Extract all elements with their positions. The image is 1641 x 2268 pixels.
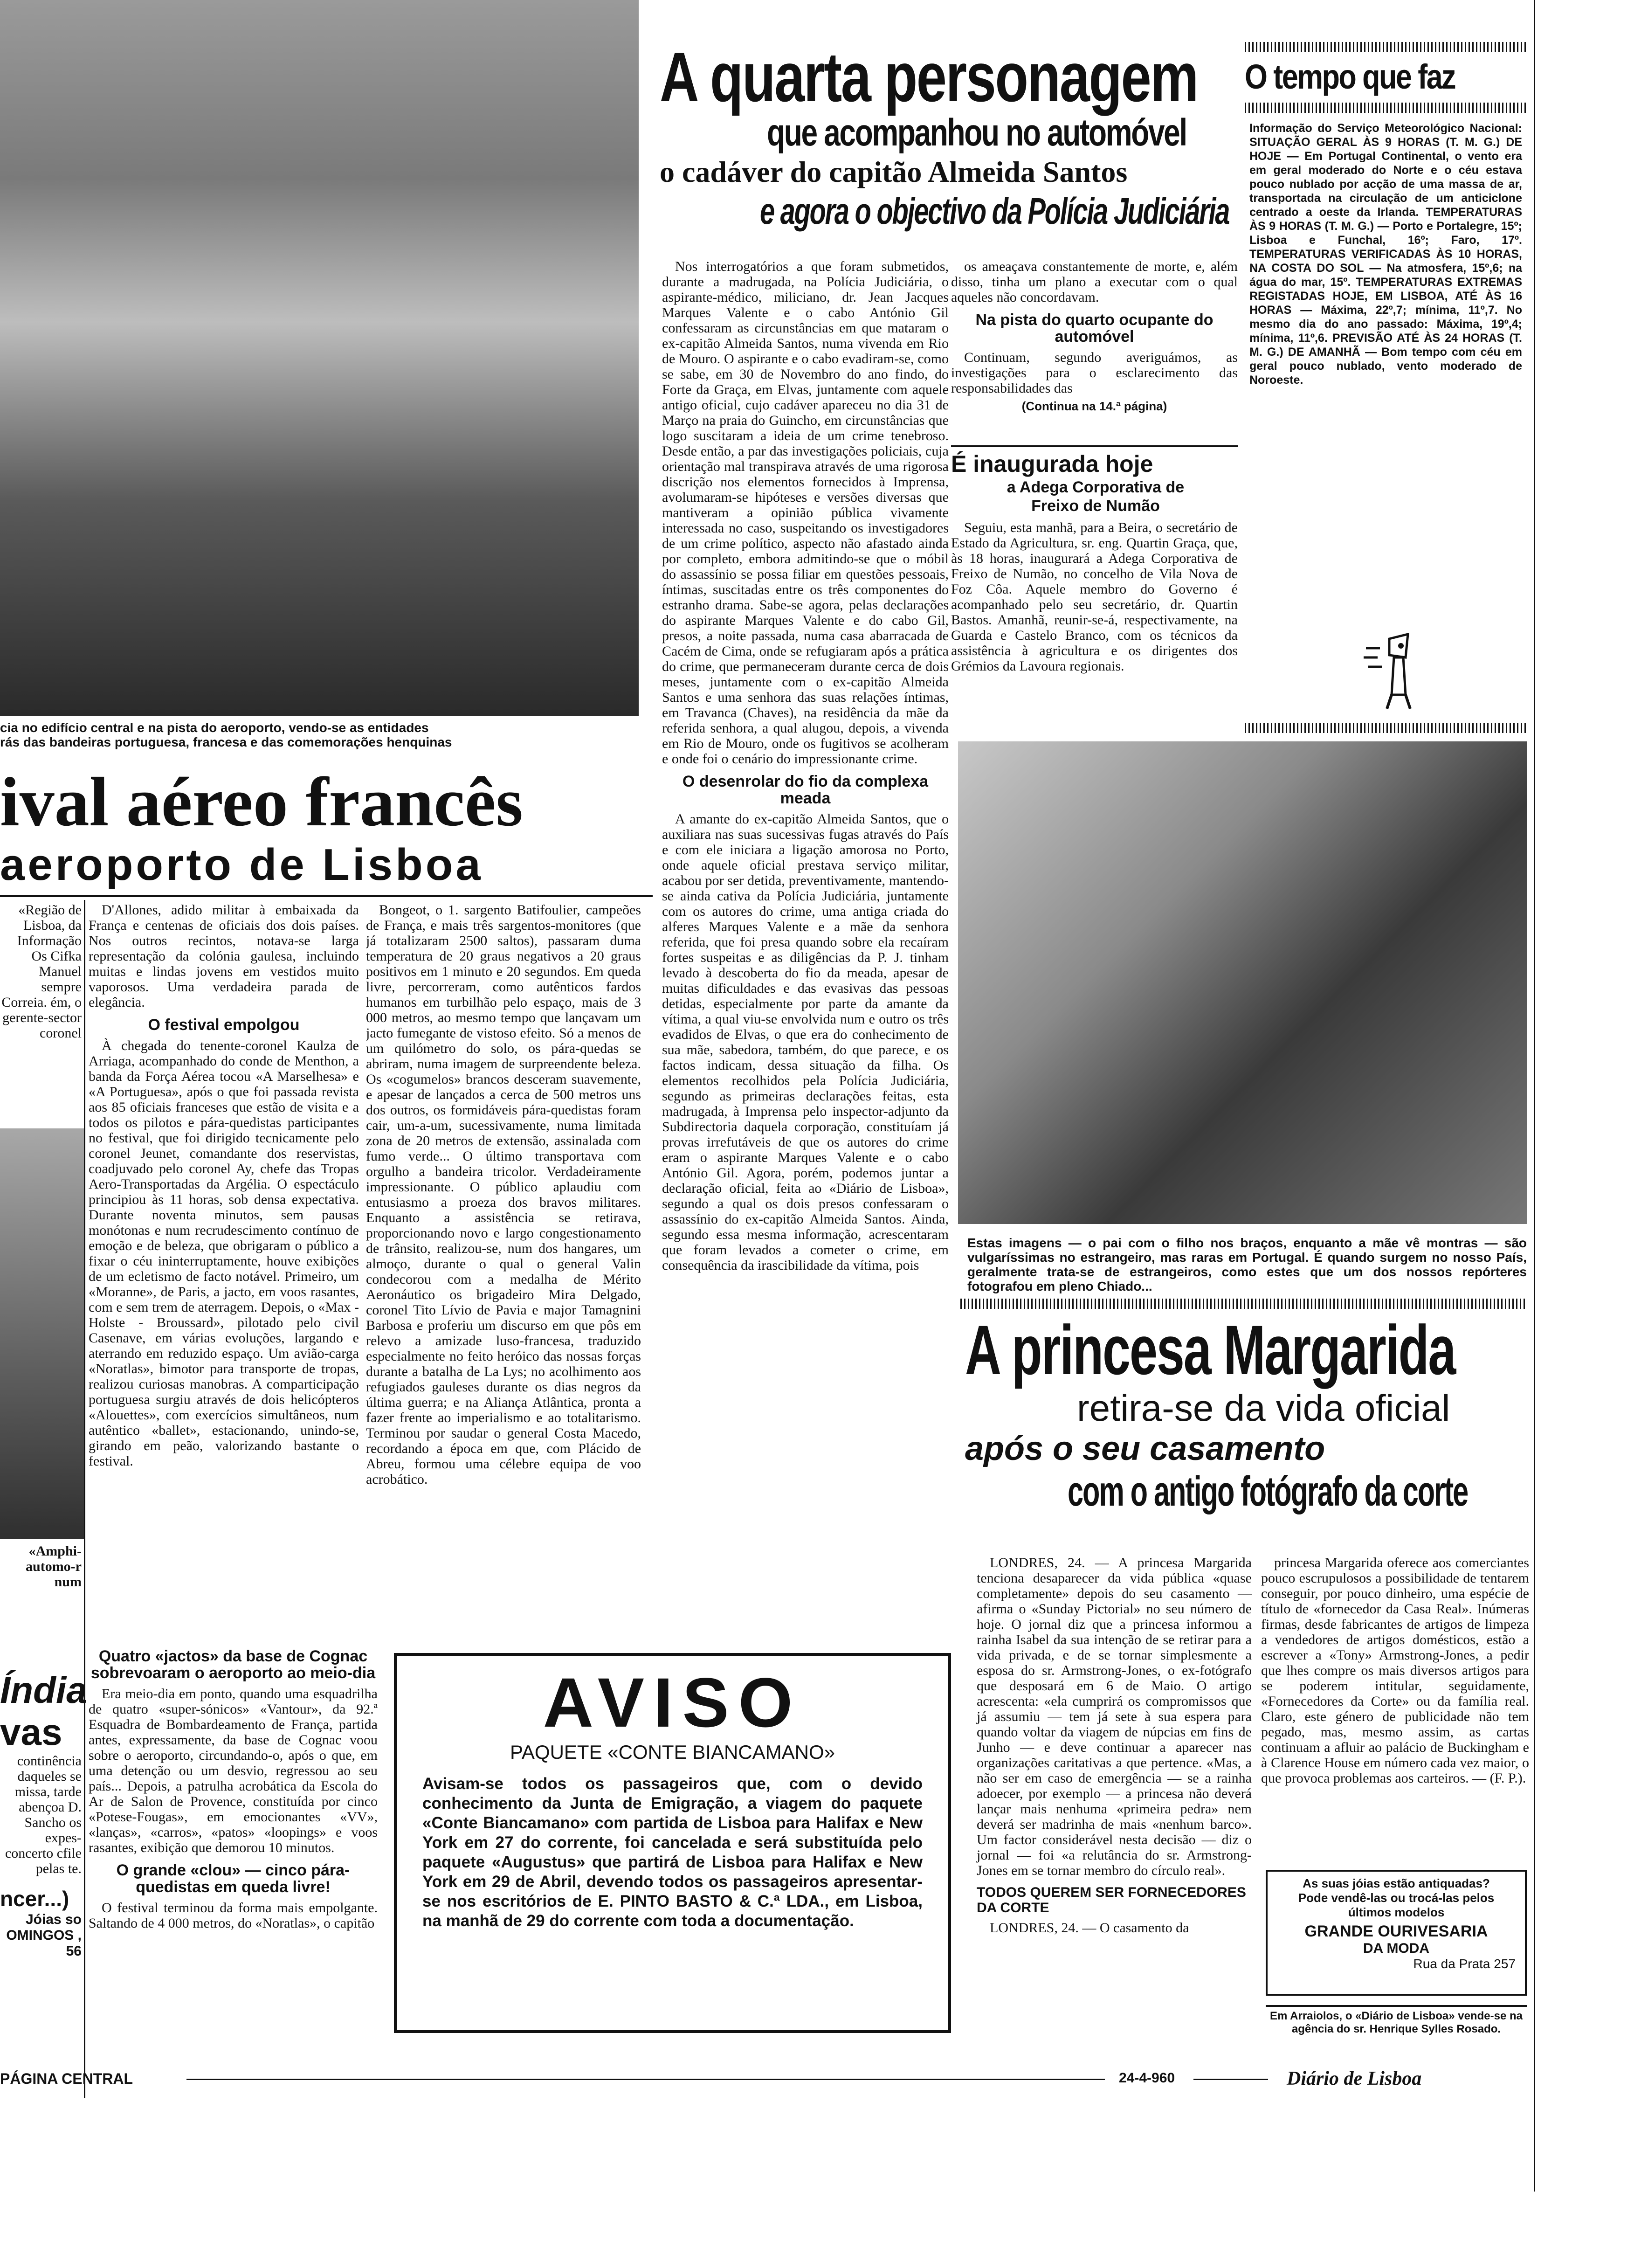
subheading: O desenrolar do fio da complexa meada <box>682 773 929 807</box>
crowd-photo <box>0 0 639 716</box>
festival-headline-line1: ival aéreo francês <box>0 763 523 841</box>
footer-page-label: PÁGINA CENTRAL <box>0 2070 133 2087</box>
footer <box>0 2070 1534 2094</box>
weather-title: O tempo que faz <box>1245 57 1455 96</box>
ad-name: DA MODA <box>1363 1941 1430 1956</box>
photo-caption-top <box>0 720 639 749</box>
paragraph: Bongeot, o 1. sargento Batifoulier, campeões de França, e mais três sargentos-monitores (que já totalizaram 2500 saltos), passaram duma temperatura de 20 graus negativos a 20 graus positivos em 1 minuto e 20 segundos. Em queda livre, percorreram, como autênticos fardos humanos em turbilhão pelo espaço, mais de 3 000 metros, ao mesmo tempo que lançavam um jacto fumegante de vistoso efeito. Só a menos de um quilómetro do solo, os pára-quedas se abriram, numa imagem de surpreendente beleza. Os «cogumelos» brancos desceram suavemente, e apesar de lançados a cerca de 500 metros uns dos outros, os formidáveis pára-quedistas foram cair, um-a-um, sucessivamente, numa limitada zona de 20 metros de extensão, assinalada com fumo verde... O último transportava com orgulho a bandeira tricolor. Verdadeiramente impressionante. O público aplaudiu com entusiasmo a proeza dos bravos militares. Enquanto a assistência se retirava, proporcionando novo e largo congestionamento de trânsito, realizou-se, num dos hangares, um almoço, durante o qual o general Valin condecorou com a medalha de Mérito Aeronáutico os brigadeiro Mira Delgado, coronel Tito Lívio de Pavia e major Tamagnini Barbosa e proferiu um discurso em que pôs em relevo a amizade luso-francesa, traduzido especialmente no feito heróico das nossas forças durante a batalha de La Lys; no acolhimento aos refugiados gauleses durante os dias negros da última guerra; e na Aliança Atlântica, pronta a fazer frente ao imperialismo e ao totalitarismo. Terminou por saudar o general Costa Macedo, recordando a época em que, com Plácido de Abreu, formou uma célebre equipa de voo acrobático. <box>366 902 641 1487</box>
aviso-subtitle: PAQUETE «CONTE BIANCAMANO» <box>510 1741 835 1763</box>
personagem-headline <box>660 38 1238 232</box>
princesa-headline-line4: com o antigo fotógrafo da corte <box>1068 1468 1468 1515</box>
weather-text: Informação do Serviço Meteorológico Nacional: SITUAÇÃO GERAL ÀS 9 HORAS (T. M. G.) DE HOJE — Em Portugal Continental, o vento era em geral moderado do Norte e o céu estava pouco nublado por acção de uma massa de ar, transportada na circulação de um anticiclone centrado a oeste da Irlanda. TEMPERATURAS ÀS 9 HORAS (T. M. G.) — Porto e Portalegre, 15º; Lisboa e Funchal, 16º; Faro, 17º. TEMPERATURAS VERIFICADAS ÀS 10 HORAS, NA COSTA DO SOL — Na atmosfera, 15º,6; na água do mar, 15º. TEMPERATURAS EXTREMAS REGISTADAS HOJE, EM LISBOA, ATÉ ÀS 16 HORAS — Máxima, 22º,7; mínima, 11º,7. No mesmo dia do ano passado: Máxima, 19º,4; mínima, 11º,6. PREVISÃO ATÉ ÀS 24 HORAS (T. M. G.) DE AMANHÃ — Bom tempo com céu em geral pouco nublado, vento moderado de Noroeste. <box>1249 122 1522 387</box>
adega-text: Seguiu, esta manhã, para a Beira, o secretário de Estado da Agricultura, sr. eng. Quartin Graça, que, às 18 horas, inaugurará a Adega Corporativa de Freixo de Numão, no concelho de Vila Nova de Foz Côa. Aquele membro do Governo é acompanhado pelo seu secretário, dr. Quartin Bastos. Amanhã, reunir-se-á, respectivamente, na Guarda e Castelo Branco, com os técnicos da assistência à agricultura e os dirigentes dos Grémios da Lavoura regionais. <box>951 520 1238 674</box>
paragraph: À chegada do tenente-coronel Kaulza de Arriaga, acompanhado do conde de Menthon, a banda da Força Aérea tocou «A Marselhesa» e «A Portuguesa», após o que foi passada revista aos 85 oficiais franceses que estão de visita e a todos os pilotos e pára-quedistas participantes no festival, que foi dirigido tecnicamente pelo coronel Jeunet, comandante dos reservistas, coadjuvado pelo coronel Ay, chefe das Tropas Aero-Transportadas da Argélia. O espectáculo principiou às 11 horas, sob densa expectativa. Durante noventa minutos, sem pausas monótonas e num recrudescimento contínuo de emoção e de beleza, que obrigaram o público a fixar o céu ininterruptamente, houve exibições de um ecletismo de facto notável. Primeiro, um «Moranne», de Paris, a jacto, em voos rasantes, com e sem trem de aterragem. Depois, o «Max - Holste - Broussard», pilotado pelo civil Casenave, em várias evoluções, largando e aterrando em reduzido espaço. Um avião-carga «Noratlas», bimotor para transporte de tropas, realizou curiosas manobras. A comparticipação portuguesa surgiu através de dois helicópteros «Alouettes», com exercícios simultâneos, num autêntico «ballet», estacionando, unindo-se, girando em peão, valorizando bastante o festival. <box>89 1038 359 1469</box>
footer-date: 24-4-960 <box>1119 2070 1175 2086</box>
festival-left-fragment <box>0 902 82 1044</box>
subheading: TODOS QUEREM SER FORNECEDORES DA CORTE <box>977 1885 1246 1915</box>
adega-subtitle: a Adega Corporativa de Freixo de Numão <box>1007 478 1185 515</box>
subheading: O grande «clou» — cinco pára-quedistas em queda livre! <box>116 1861 350 1896</box>
fragment-heading: ncer...) <box>0 1887 69 1911</box>
adega-article <box>951 450 1240 674</box>
paragraph: Nos interrogatórios a que foram submetidos, durante a madrugada, na Polícia Judiciária, o aspirante-médico, miliciano, dr. Jean Jacques Marques Valente e o cabo António Gil confessaram as circunstâncias em que mataram o ex-capitão Almeida Santos, numa vivenda em Rio de Mouro. O aspirante e o cabo evadiram-se, como se sabe, em 30 de Novembro do ano findo, do Forte da Graça, em Elvas, juntamente com aquele antigo oficial, cujo cadáver apareceu no dia 31 de Março na praia do Guincho, em circunstâncias que logo suscitaram a ideia de um crime tenebroso. Desde então, a par das investigações policiais, cuja orientação mal transpirava através de uma rigorosa discrição nos elementos fornecidos à Imprensa, avolumaram-se hipóteses e versões diversas que mantiveram a opinião pública vivamente interessada no caso, suspeitando os investigadores de um crime político, aspecto não afastado ainda por completo, embora admitindo-se que o móbil do assassínio se possa filiar em questões pessoais, íntimas, suscitadas entre os três componentes do estranho drama. Sabe-se agora, pelas declarações do aspirante Marques Valente e do cabo Gil, presos, a noite passada, numa casa abarracada de Cacém de Cima, onde se refugiaram após a prática do crime, que permaneceram durante cerca de dois meses, juntamente com o ex-capitão Almeida Santos e uma senhora das suas relações íntimas, em Travanca (Chaves), na residência da mãe da referida senhora, a qual alugou, depois, a vivenda em Rio de Mouro, onde os fugitivos se acolheram e onde foi o cenário do impressionante crime. <box>662 259 949 767</box>
festival-column-2 <box>366 902 641 1639</box>
subheading: Na pista do quarto ocupante do automóvel <box>975 311 1214 346</box>
paragraph: Era meio-dia em ponto, quando uma esquadrilha de quatro «super-sónicos» «Vantour», da 92.ª Esquadra de Bombardeamento de França, partida antes, expressamente, da base de Cognac voou sobre o aeroporto, circundando-o, após o que, em uma detenção ou um desvio, regressou ao seu país... Depois, a patrulha acrobática da Escola do Ar de Salon de Provence, constituída por cinco «Potese-Fougas», em emocionantes «VV», «lanças», «carros», «patos» «loopings» e voos rasantes, exibição que demorou 10 minutos. <box>89 1686 378 1855</box>
personagem-headline-line2: que acompanhou no automóvel <box>767 111 1186 154</box>
personagem-column-2 <box>951 259 1238 414</box>
caption-line: cia no edifício central e na pista do aeroporto, vendo-se as entidades <box>0 720 429 735</box>
festival-headline <box>0 765 653 891</box>
arraiolos-note: Em Arraiolos, o «Diário de Lisboa» vende-se na agência do sr. Henrique Sylles Rosado. <box>1270 2010 1523 2035</box>
weather-cartoon-icon <box>1361 629 1427 713</box>
princesa-column-1 <box>977 1555 1252 1938</box>
subheading: O festival empolgou <box>148 1016 300 1034</box>
paragraph: os ameaçava constantemente de morte, e, além disso, tinha um plano a executar com o qual aqueles não concordavam. <box>951 259 1238 305</box>
personagem-headline-line3: o cadáver do capitão Almeida Santos <box>660 155 1128 188</box>
paragraph: LONDRES, 24. — O casamento da <box>990 1920 1189 1936</box>
paragraph: «Região de Lisboa, da Informação Os Cifka Manuel sempre Correia. ém, o gerente-sector coronel <box>1 902 82 1041</box>
india-fragment <box>0 1669 87 1959</box>
ad-line: As suas jóias estão antiquadas? <box>1303 1876 1490 1890</box>
festival-left-caption <box>0 1543 82 1592</box>
festival-headline-line2: aeroporto de Lisboa <box>0 840 483 890</box>
paragraph: O festival terminou da forma mais empolgante. Saltando de 4 000 metros, do «Noratlas», o capitão <box>89 1900 378 1931</box>
subheading: Quatro «jactos» da base de Cognac sobrevoaram o aeroporto ao meio-dia <box>90 1647 376 1682</box>
princesa-headline-line2: retira-se da vida oficial <box>1077 1387 1450 1429</box>
fragment-text: Jóias so OMINGOS , 56 <box>6 1912 82 1959</box>
continued-note: (Continua na 14.ª página) <box>1021 399 1167 413</box>
adega-title: É inaugurada hoje <box>951 451 1153 477</box>
paragraph: Continuam, segundo averiguámos, as investigações para o esclarecimento das responsabilidades das <box>951 350 1238 396</box>
ourivesaria-ad <box>1266 1870 1527 1996</box>
personagem-headline-line1: A quarta personagem <box>660 38 1198 116</box>
caption-line: rás das bandeiras portuguesa, francesa e das comemorações henquinas <box>0 735 452 749</box>
cognac-section <box>89 1641 378 1934</box>
personagem-column-1 <box>662 259 949 1273</box>
fragment-heading: Índia <box>0 1669 87 1711</box>
festival-column-1 <box>89 902 359 1606</box>
aviso-text: Avisam-se todos os passageiros que, com o devido conhecimento da Junta de Emigração, a viagem do paquete «Conte Biancamano» com partida de Lisboa para Halifax e New York em 27 do corrente, foi cancelada e será substituída pelo paquete «Augustus» que partirá de Lisboa para Halifax e New York em 29 de Abril, devendo todos os passageiros apresentar-se nos escritórios de E. PINTO BASTO & C.ª LDA., em Lisboa, na manhã de 29 do corrente com toda a documentação. <box>422 1775 923 1930</box>
aviso-ad <box>394 1653 951 2033</box>
left-edge-photo <box>0 1128 84 1539</box>
photo-caption-right: Estas imagens — o pai com o filho nos braços, enquanto a mãe vê montras — são vulgaríssimas no estrangeiro, mas raras em Portugal. É quando surgem no nosso País, geralmente trata-se de estrangeiros, como estes que um dos nossos repórteres fotografou em pleno Chiado... <box>967 1236 1527 1293</box>
paragraph: princesa Margarida oferece aos comerciantes pouco escrupulosos a possibilidade de tentarem conseguir, por pouco dinheiro, uma espécie de título de «fornecedor da Casa Real». Inúmeras firmas, desde fabricantes de artigos de limpeza a vendedores de artigos domésticos, estão a escrever a «Tony» Armstrong-Jones, a pedir que lhes compre os mais diversos artigos para se poderem intitular, seguidamente, «Fornecedores da Corte» ou da família real. Claro, este género de publicidade não tem pegado, mas, mesmo assim, as cartas continuam a afluir ao palácio de Buckingham e à Clarence House em número cada vez maior, o que provoca problemas aos carteiros. — (F. P.). <box>1261 1555 1529 1786</box>
paragraph: A amante do ex-capitão Almeida Santos, que o auxiliara nas suas sucessivas fugas através do País e com ele iniciara a ligação amorosa no Porto, onde aquele oficial prestava serviço militar, acabou por ser detida, preventivamente, mantendo-se ainda cativa da Polícia Judiciária, juntamente com os autores do crime, uma antiga criada do alferes Marques Valente e a mãe da senhora referida, que foi presa quando sobre ela recaíram fortes suspeitas e as diligências da P. J. tinham levado à descoberta do fio da meada, apesar de muitas dificuldades e das evasivas das pessoas detidas, especialmente por parte da amante da vítima, a qual viu-se envolvida num e outro os três evadidos de Elvas, o que era do conhecimento de sua mãe, sabedora, também, do que parece, e os factos indicam, dessa situação da filha. Os elementos recolhidos pela Polícia Judiciária, segundo as primeiras declarações feitas, esta madrugada, à Imprensa pelo inspector-adjunto da Subdirectoria daquela corporação, constituíam já provas irrefutáveis de que os autores do crime eram o aspirante Marques Valente e o cabo António Gil. Agora, porém, podemos juntar a declaração oficial, feita ao «Diário de Lisboa», segundo a qual os dois presos confessaram o assassínio do ex-capitão Almeida Santos. Ainda, segundo essa mesma informação, acrescentaram que foram levados a cometer o crime, em consequência da irascibilidade da vítima, pois <box>662 811 949 1273</box>
princesa-headline-line1: A princesa Margarida <box>965 1311 1455 1389</box>
princesa-column-2 <box>1261 1555 1529 1789</box>
paragraph: D'Allones, adido militar à embaixada da França e centenas de oficiais dos dois países. Nos outros recintos, notava-se larga representação da colónia gaulesa, incluindo muitas e lindas jovens em vestidos muito vaporosos. Uma verdadeira parada de elegância. <box>89 902 359 1010</box>
ad-name: GRANDE OURIVESARIA <box>1304 1922 1488 1940</box>
princesa-headline-line3: após o seu casamento <box>965 1430 1325 1467</box>
fragment-heading: vas <box>0 1711 62 1753</box>
chiado-photo <box>958 741 1527 1224</box>
personagem-headline-line4: e agora o objectivo da Polícia Judiciária <box>760 190 1229 232</box>
fragment-text: continência daqueles se missa, tarde abençoa D. Sancho os expes-concerto cfile pelas te. <box>5 1753 82 1876</box>
ad-address: Rua da Prata 257 <box>1413 1957 1516 1971</box>
footer-paper-name: Diário de Lisboa <box>1287 2068 1422 2089</box>
weather-box <box>1245 42 1527 732</box>
princesa-headline <box>965 1313 1534 1515</box>
aviso-title: AVISO <box>543 1663 802 1742</box>
paragraph: «Amphi-automo-r num <box>26 1543 82 1590</box>
ad-line: Pode vendê-las ou trocá-las pelos últimos modelos <box>1298 1891 1495 1919</box>
paragraph: LONDRES, 24. — A princesa Margarida tenciona desaparecer da vida pública «quase completamente» depois do seu casamento — afirma o «Sunday Pictorial» no seu número de hoje. O jornal diz que a princesa informou a rainha Isabel da sua intenção de se retirar para a vida privada, e de se tornar simplesmente a esposa do sr. Armstrong-Jones, o ex-fotógrafo que desposará em 6 de Maio. O artigo acrescenta: «ela cumprirá os compromissos que já assumiu — tem já sete à sua espera para quando voltar da viagem de núpcias em fins de Junho — e deve continuar a aparecer nas organizações caritativas a que pertence. «Mas, a não ser em caso de emergência — se a rainha adoecer, por exemplo — a princesa não deverá lançar mais nenhuma «primeira pedra» nem deverá ser madrinha de mais «nenhum barco». Um factor considerável nesta decisão — diz o jornal — foi «a relutância do sr. Armstrong-Jones em se tornar membro do círculo real». <box>977 1555 1252 1878</box>
